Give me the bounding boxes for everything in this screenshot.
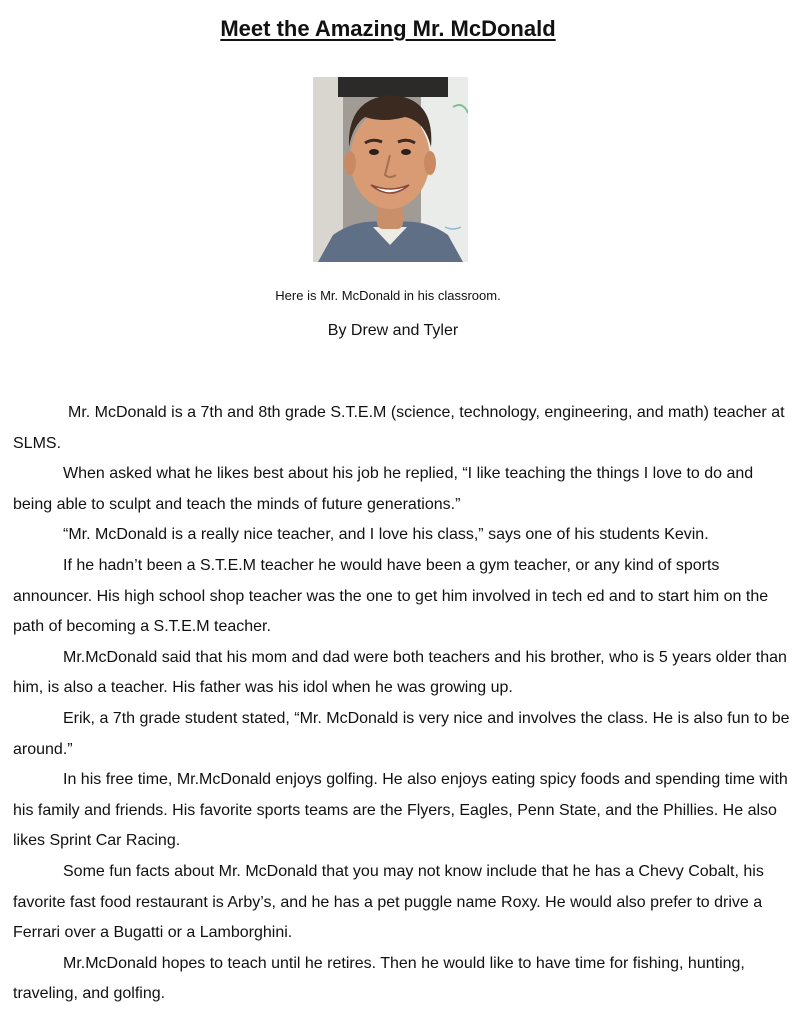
article-paragraph: Erik, a 7th grade student stated, “Mr. McDonald is very nice and involves the class. He is also fun to be around.” bbox=[13, 709, 790, 758]
article-paragraph: If he hadn’t been a S.T.E.M teacher he would have been a gym teacher, or any kind of sports announcer. His high school shop teacher was the one to get him involved in tech ed and to start him on the path of becoming a S.T.E.M teacher. bbox=[13, 556, 769, 636]
article-paragraph: Mr.McDonald said that his mom and dad were both teachers and his brother, who is 5 years older than him, is also a teacher. His father was his idol when he was growing up. bbox=[13, 648, 787, 697]
photo-caption: Here is Mr. McDonald in his classroom. bbox=[275, 288, 501, 303]
article-paragraph: Mr.McDonald hopes to teach until he retires. Then he would like to have time for fishing, hunting, traveling, and golfing. bbox=[13, 954, 745, 1003]
article-body bbox=[13, 398, 791, 1010]
page-title: Meet the Amazing Mr. McDonald bbox=[220, 16, 556, 41]
article-paragraph: Mr. McDonald is a 7th and 8th grade S.T.E.M (science, technology, engineering, and math) teacher at SLMS. bbox=[13, 404, 785, 452]
article-paragraph: “Mr. McDonald is a really nice teacher, and I love his class,” says one of his students Kevin. bbox=[63, 526, 709, 544]
byline: By Drew and Tyler bbox=[327, 322, 459, 339]
article-paragraph: Some fun facts about Mr. McDonald that you may not know include that he has a Chevy Cobalt, his favorite fast food restaurant is Arby’s, and he has a pet puggle name Roxy. He would also prefer to drive a Ferrari over a Bugatti or a Lamborghini. bbox=[13, 862, 764, 942]
portrait-image bbox=[313, 77, 468, 262]
article-paragraph: When asked what he likes best about his job he replied, “I like teaching the things I love to do and being able to sculpt and teach the minds of future generations.” bbox=[13, 465, 754, 513]
teacher-photo bbox=[313, 77, 468, 262]
article-paragraph: In his free time, Mr.McDonald enjoys golfing. He also enjoys eating spicy foods and spending time with his family and friends. His favorite sports teams are the Flyers, Eagles, Penn State, and the Phillies. He also likes Sprint Car Racing. bbox=[13, 771, 788, 850]
